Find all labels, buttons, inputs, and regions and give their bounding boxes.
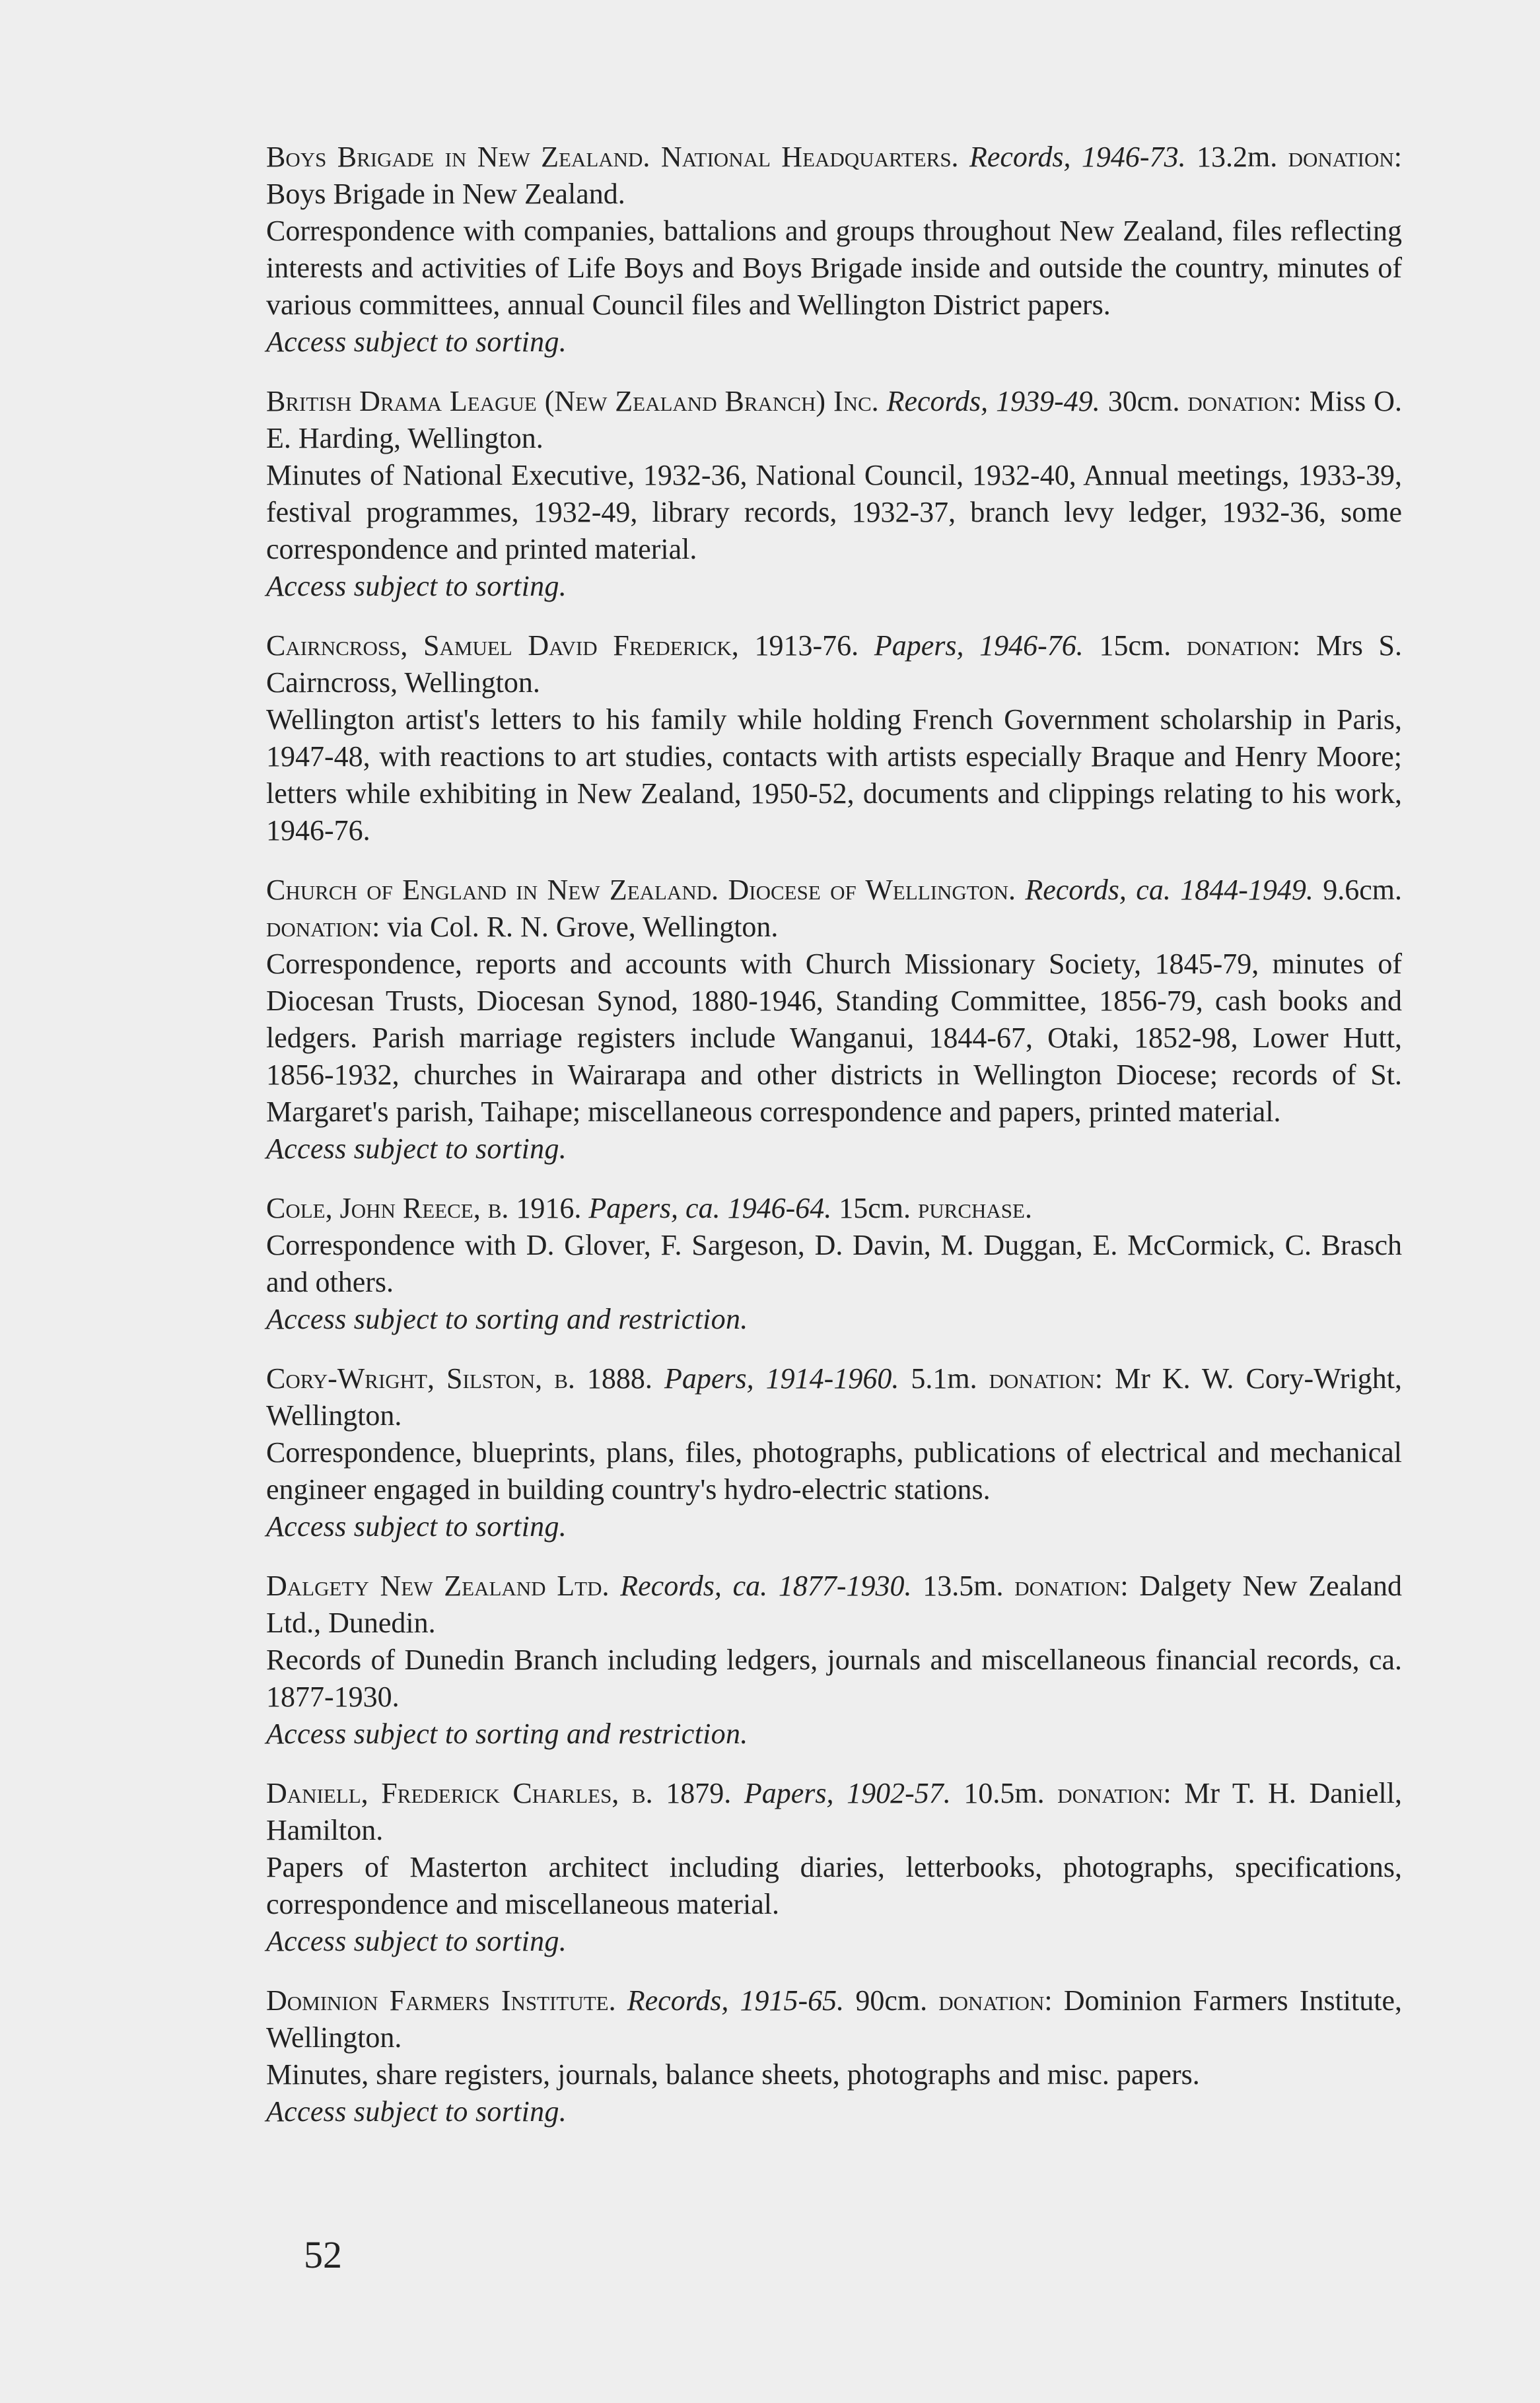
entry-citation (266, 627, 1402, 701)
entry-period: Papers, ca. 1946-64. (588, 1192, 832, 1224)
catalogue-entry (266, 1360, 1402, 1545)
entry-name: Daniell, Frederick Charles, b. 1879. (266, 1777, 732, 1809)
catalogue-entry (266, 872, 1402, 1167)
entry-citation (266, 139, 1402, 213)
entry-description: Correspondence with companies, battalions and groups throughout New Zealand, files reflecting interests and activities of Life Boys and Boys Brigade inside and outside the country, minutes of various committees, annual Council files and Wellington District papers. (266, 215, 1402, 321)
entry-extent: 30cm. (1100, 385, 1188, 417)
entry-access: Access subject to sorting and restriction. (266, 1718, 748, 1750)
entry-description: Minutes of National Executive, 1932-36, National Council, 1932-40, Annual meetings, 1933-39, festival programmes, 1932-49, library records, 1932-37, branch levy ledger, 1932-36, some correspondence and printed material. (266, 459, 1402, 565)
entry-citation (266, 1190, 1402, 1227)
entry-name: Cole, John Reece, b. 1916. (266, 1192, 582, 1224)
entry-access: Access subject to sorting. (266, 570, 567, 602)
entry-citation (266, 872, 1402, 946)
entry-acquisition: donation: (938, 1984, 1053, 2017)
catalogue-entry (266, 383, 1402, 605)
entry-source: Mr K. W. Cory-Wright, Wellington. (266, 1362, 1402, 1432)
entry-source: Mrs S. Cairncross, Wellington. (266, 629, 1403, 699)
entry-access: Access subject to sorting. (266, 1132, 567, 1165)
entry-source: Miss O. E. Harding, Wellington. (266, 385, 1402, 454)
entry-description: Minutes, share registers, journals, balance sheets, photographs and misc. papers. (266, 2058, 1200, 2091)
entry-period: Papers, 1902-57. (744, 1777, 951, 1809)
entry-name: Boys Brigade in New Zealand. National Headquarters. (266, 141, 959, 173)
page-number: 52 (304, 2233, 342, 2276)
entry-citation (266, 1360, 1402, 1434)
entry-source: Dalgety New Zealand Ltd., Dunedin. (266, 1570, 1402, 1639)
entry-period: Records, 1939-49. (886, 385, 1100, 417)
entry-access: Access subject to sorting. (266, 326, 567, 358)
entry-extent: 15cm. (1083, 629, 1187, 662)
entry-description: Wellington artist's letters to his family while holding French Government scholarship in Paris, 1947-48, with reactions to art studies, contacts with artists especially Braque and Henry Moore; letters while exhibiting in New Zealand, 1950-52, documents and clippings relating to his work, 1946-76. (266, 703, 1402, 847)
entry-description: Papers of Masterton architect including diaries, letterbooks, photographs, specifications, correspondence and miscellaneous material. (266, 1851, 1402, 1920)
entry-access: Access subject to sorting and restriction. (266, 1303, 748, 1335)
entry-citation (266, 1982, 1402, 2056)
entry-acquisition: donation: (1057, 1777, 1172, 1809)
entry-acquisition: donation: (1187, 385, 1302, 417)
entry-citation (266, 1775, 1402, 1849)
entry-period: Records, ca. 1844-1949. (1025, 874, 1313, 906)
entry-acquisition: donation: (1014, 1570, 1129, 1602)
entry-period: Papers, 1946-76. (874, 629, 1084, 662)
catalogue-entry (266, 1568, 1402, 1753)
entry-acquisition: donation: (1288, 141, 1402, 173)
entry-acquisition: donation: (266, 911, 380, 943)
entry-name: Dominion Farmers Institute. (266, 1984, 616, 2017)
entry-name: Cory-Wright, Silston, b. 1888. (266, 1362, 652, 1395)
entry-citation (266, 383, 1402, 457)
entry-name: Church of England in New Zealand. Diocese of Wellington. (266, 874, 1016, 906)
entry-source: Mr T. H. Daniell, Hamilton. (266, 1777, 1402, 1846)
entry-extent: 15cm. (831, 1192, 919, 1224)
entry-extent: 90cm. (844, 1984, 939, 2017)
entry-period: Papers, 1914-1960. (664, 1362, 899, 1395)
entry-description: Records of Dunedin Branch including ledgers, journals and miscellaneous financial records, ca. 1877-1930. (266, 1644, 1402, 1713)
entry-description: Correspondence, blueprints, plans, files, photographs, publications of electrical and mechanical engineer engaged in building country's hydro-electric stations. (266, 1436, 1402, 1506)
entry-extent: 13.2m. (1185, 141, 1288, 173)
catalogue-entries (266, 139, 1402, 2153)
entry-name: British Drama League (New Zealand Branch) Inc. (266, 385, 879, 417)
catalogue-entry (266, 1982, 1402, 2130)
entry-acquisition: purchase. (918, 1192, 1032, 1224)
entry-period: Records, 1915-65. (627, 1984, 845, 2017)
entry-extent: 13.5m. (911, 1570, 1015, 1602)
entry-description: Correspondence, reports and accounts with Church Missionary Society, 1845-79, minutes of Diocesan Trusts, Diocesan Synod, 1880-1946, Standing Committee, 1856-79, cash books and ledgers. Parish marriage registers include Wanganui, 1844-67, Otaki, 1852-98, Lower Hutt, 1856-1932, churches in Wairarapa and other districts in Wellington Diocese; records of St. Margaret's parish, Taihape; miscellaneous correspondence and papers, printed material. (266, 948, 1402, 1128)
entry-access: Access subject to sorting. (266, 1925, 567, 1957)
catalogue-entry (266, 1775, 1402, 1960)
entry-source: via Col. R. N. Grove, Wellington. (380, 911, 779, 943)
entry-name: Dalgety New Zealand Ltd. (266, 1570, 610, 1602)
entry-description: Correspondence with D. Glover, F. Sargeson, D. Davin, M. Duggan, E. McCormick, C. Brasch and others. (266, 1229, 1402, 1298)
entry-period: Records, 1946-73. (969, 141, 1186, 173)
catalogue-entry (266, 1190, 1402, 1338)
entry-source: Boys Brigade in New Zealand. (266, 178, 625, 210)
entry-citation (266, 1568, 1402, 1642)
catalogue-entry (266, 627, 1402, 849)
entry-extent: 5.1m. (899, 1362, 989, 1395)
entry-access: Access subject to sorting. (266, 1510, 567, 1543)
entry-period: Records, ca. 1877-1930. (620, 1570, 912, 1602)
entry-acquisition: donation: (989, 1362, 1103, 1395)
entry-extent: 10.5m. (950, 1777, 1058, 1809)
catalogue-entry (266, 139, 1402, 361)
entry-access: Access subject to sorting. (266, 2095, 567, 2128)
entry-acquisition: donation: (1186, 629, 1301, 662)
entry-name: Cairncross, Samuel David Frederick, 1913-76. (266, 629, 859, 662)
entry-extent: 9.6cm. (1313, 874, 1402, 906)
entry-source: Dominion Farmers Institute, Wellington. (266, 1984, 1403, 2054)
